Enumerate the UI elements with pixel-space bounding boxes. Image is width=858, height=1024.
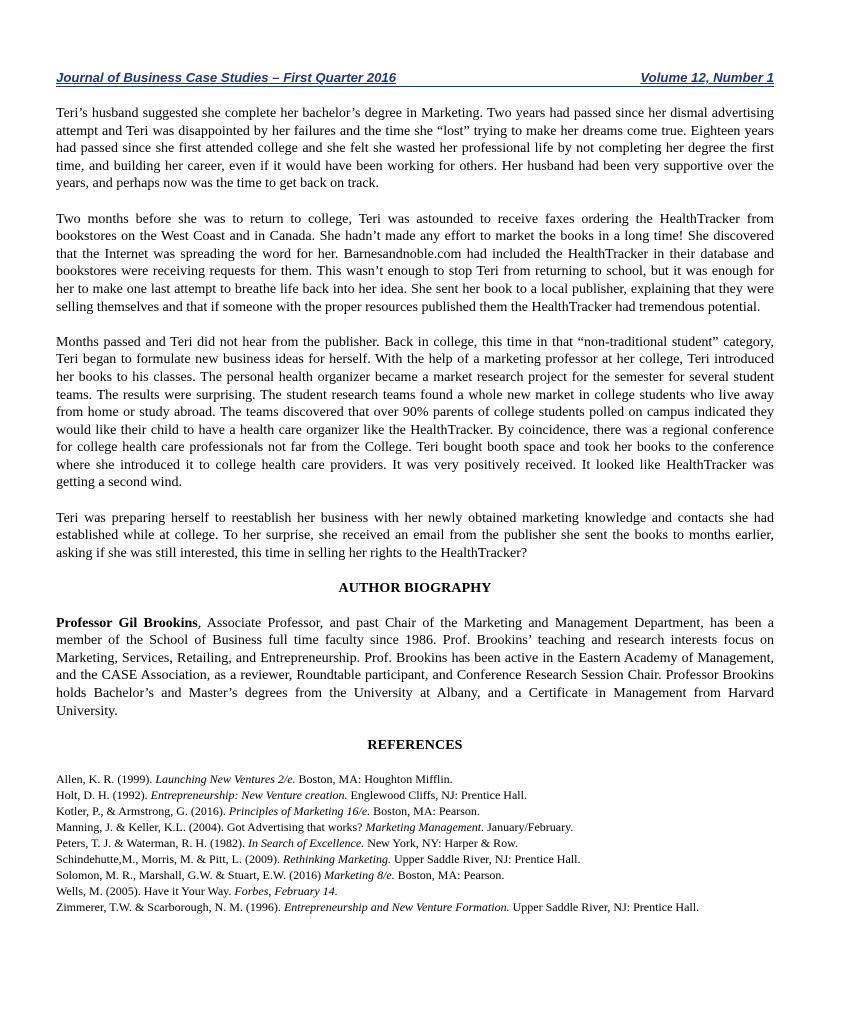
author-biography-text: , Associate Professor, and past Chair of the Marketing and Management Department, has been a member of the School of Business full time faculty since 1986. Prof. Brookins’ teaching and research interests focus on Marketing, Services, Retailing, and Entrepreneurship. Prof. Brookins has been active in the Eastern Academy of Management, and the CASE Association, as a reviewer, Roundtable participant, and Conference Research Session Chair. Professor Brookins holds Bachelor’s and Master’s degrees from the University at Albany, and a Certificate in Management from Harvard University.: [56, 615, 774, 719]
paragraph: Teri’s husband suggested she complete her bachelor’s degree in Marketing. Two years had passed since her dismal advertising attempt and Teri was disappointed by her failures and the time she “lost” trying to make her dreams come true. Eighteen years had passed since she first attended college and she felt she wasted her professional life by not completing her degree the first time, and building her career, even if it would have been working for others. Her husband had been very supportive over the years, and perhaps now was the time to get back on track.: [56, 106, 774, 192]
references-list: [56, 771, 774, 915]
author-biography: [56, 615, 774, 721]
references-heading: REFERENCES: [367, 737, 463, 753]
reference-item: Wells, M. (2005). Have it Your Way. Forbes, February 14.: [56, 884, 338, 899]
reference-item: Solomon, M. R., Marshall, G.W. & Stuart, E.W. (2016) Marketing 8/e. Boston, MA: Pearson.: [56, 868, 505, 883]
running-header: [56, 70, 774, 87]
paragraph: Teri was preparing herself to reestablish her business with her newly obtained marketing knowledge and contacts she had established while at college. To her surprise, she received an email from the publisher she sent the books to months earlier, asking if she was still interested, this time in selling her rights to the HealthTracker?: [56, 510, 774, 561]
author-biography-heading: AUTHOR BIOGRAPHY: [338, 581, 492, 597]
reference-item: Peters, T. J. & Waterman, R. H. (1982). In Search of Excellence. New York, NY: Harper & Row.: [56, 836, 518, 851]
paragraph: Two months before she was to return to college, Teri was astounded to receive faxes ordering the HealthTracker from bookstores on the West Coast and in Canada. She hadn’t made any effort to market the books in a long time! She discovered that the Internet was spreading the word for her. Barnesandnoble.com had included the HealthTracker in their database and bookstores were receiving requests for them. This wasn’t enough to stop Teri from returning to school, but it was enough for her to make one last attempt to breathe life back into her idea. She sent her book to a local publisher, explaining that they were selling themselves and that if someone with the proper resources published them the HealthTracker had tremendous potential.: [56, 211, 774, 315]
article-body: [56, 105, 774, 915]
journal-title: Journal of Business Case Studies – First Quarter 2016: [56, 70, 397, 85]
paragraph: Months passed and Teri did not hear from the publisher. Back in college, this time in that “non-traditional student” category, Teri began to formulate new business ideas for herself. With the help of a marketing professor at her college, Teri introduced her books to his classes. The personal health organizer became a market research project for the semester for several student teams. The results were surprising. The student research teams found a whole new market in college students who live away from home or study abroad. The teams discovered that over 90% parents of college students polled on campus indicated they would like their child to have a health care organizer like the HealthTracker. By coincidence, there was a regional conference for college health care professionals not far from the College. Teri bought booth space and took her books to the conference where she introduced it to college health care providers. It was very positively received. It looked like HealthTracker was getting a second wind.: [56, 334, 774, 491]
reference-item: Schindehutte,M., Morris, M. & Pitt, L. (2009). Rethinking Marketing. Upper Saddle River, NJ: Prentice Hall.: [56, 852, 581, 867]
author-name: Professor Gil Brookins: [56, 615, 198, 631]
reference-item: Allen, K. R. (1999). Launching New Ventures 2/e. Boston, MA: Houghton Mifflin.: [56, 772, 453, 787]
reference-item: Manning, J. & Keller, K.L. (2004). Got Advertising that works? Marketing Management. January/February.: [56, 820, 574, 835]
volume-number: Volume 12, Number 1: [640, 70, 774, 85]
reference-item: Kotler, P., & Armstrong, G. (2016). Principles of Marketing 16/e. Boston, MA: Pearson.: [56, 804, 480, 819]
reference-item: Zimmerer, T.W. & Scarborough, N. M. (1996). Entrepreneurship and New Venture Formation. Upper Saddle River, NJ: Prentice Hall.: [56, 900, 700, 915]
reference-item: Holt, D. H. (1992). Entrepreneurship: New Venture creation. Englewood Cliffs, NJ: Prentice Hall.: [56, 788, 527, 803]
